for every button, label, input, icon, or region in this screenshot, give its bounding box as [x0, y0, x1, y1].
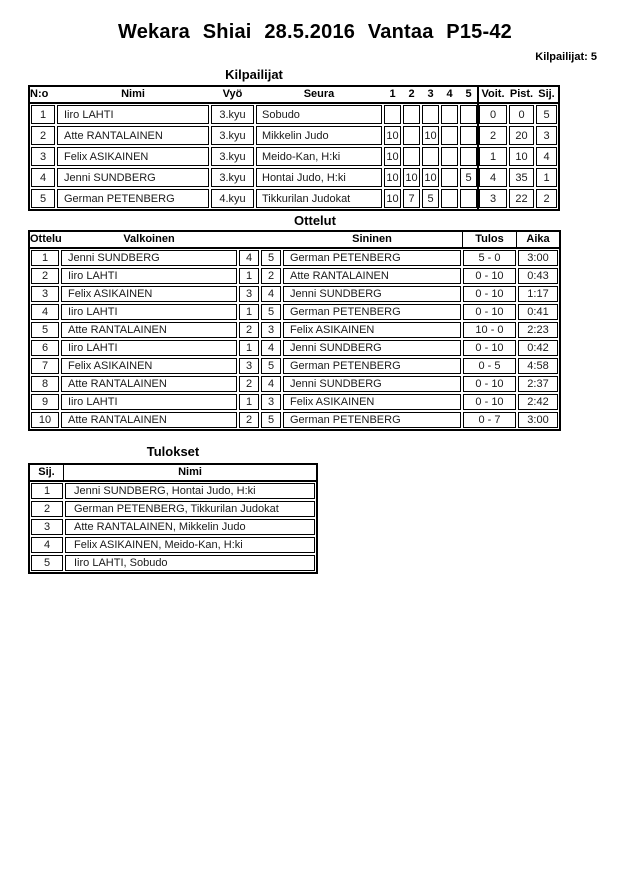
blue-player-cell: German PETENBERG [283, 250, 461, 266]
result-row [30, 482, 316, 500]
col-header-result: Tulos [462, 232, 517, 247]
col-header-rank: Sij. [30, 465, 64, 480]
result-cell: 0 - 10 [463, 304, 516, 320]
matches-section-heading: Ottelut [294, 213, 336, 228]
participants-count-label: Kilpailijat: 5 [535, 51, 597, 63]
rank-cell: 2 [31, 501, 63, 517]
blue-number-cell: 4 [261, 376, 281, 392]
competitor-name-cell: Atte RANTALAINEN [57, 126, 209, 145]
round-score-cell: 5 [460, 168, 477, 187]
result-name-cell: Felix ASIKAINEN, Meido-Kan, H:ki [65, 537, 315, 553]
competitor-number-cell: 3 [31, 147, 55, 166]
result-row [30, 518, 316, 536]
white-player-cell: Iiro LAHTI [61, 304, 237, 320]
match-row [30, 267, 559, 285]
rank-cell: 1 [31, 483, 63, 499]
round-score-cell [441, 126, 458, 145]
match-row [30, 393, 559, 411]
points-cell: 20 [509, 126, 534, 145]
round-score-cell: 10 [384, 189, 401, 208]
time-cell: 1:17 [518, 286, 558, 302]
belt-cell: 4.kyu [211, 189, 254, 208]
match-number-cell: 7 [31, 358, 59, 374]
blue-player-cell: Felix ASIKAINEN [283, 322, 461, 338]
result-cell: 0 - 5 [463, 358, 516, 374]
white-number-cell: 2 [239, 376, 259, 392]
blue-player-cell: German PETENBERG [283, 358, 461, 374]
round-score-cell: 10 [384, 168, 401, 187]
time-cell: 4:58 [518, 358, 558, 374]
col-header-result-name: Nimi [178, 466, 202, 478]
rank-cell: 3 [31, 519, 63, 535]
white-player-cell: Iiro LAHTI [61, 340, 237, 356]
blue-number-cell: 3 [261, 394, 281, 410]
white-player-cell: Jenni SUNDBERG [61, 250, 237, 266]
round-score-cell: 7 [403, 189, 420, 208]
white-player-cell: Atte RANTALAINEN [61, 322, 237, 338]
competitor-number-cell: 1 [31, 105, 55, 124]
result-row [30, 554, 316, 572]
white-player-cell: Iiro LAHTI [61, 394, 237, 410]
round-score-cell: 10 [422, 126, 439, 145]
blue-number-cell: 5 [261, 412, 281, 428]
match-row [30, 321, 559, 339]
competitor-name-cell: Iiro LAHTI [57, 105, 209, 124]
white-number-cell: 4 [239, 250, 259, 266]
result-cell: 0 - 10 [463, 340, 516, 356]
col-header-no: N:o [30, 88, 49, 100]
competitor-name-cell: Jenni SUNDBERG [57, 168, 209, 187]
round-score-cell [403, 147, 420, 166]
competitor-name-cell: Felix ASIKAINEN [57, 147, 209, 166]
col-header-wins: Voit. [481, 88, 505, 100]
round-score-cell [460, 189, 477, 208]
competitors-section-heading: Kilpailijat [225, 67, 283, 82]
time-cell: 2:23 [518, 322, 558, 338]
round-score-cell [460, 126, 477, 145]
white-number-cell: 2 [239, 412, 259, 428]
points-cell: 35 [509, 168, 534, 187]
round-score-cell: 10 [384, 147, 401, 166]
wins-cell: 4 [479, 168, 507, 187]
place-cell: 3 [536, 126, 557, 145]
round-score-cell [422, 105, 439, 124]
white-number-cell: 3 [239, 286, 259, 302]
col-header-round-1: 1 [389, 88, 396, 100]
rank-cell: 4 [31, 537, 63, 553]
matches-header-row [30, 232, 559, 249]
col-header-points: Pist. [509, 88, 534, 100]
place-cell: 1 [536, 168, 557, 187]
blue-player-cell: Jenni SUNDBERG [283, 286, 461, 302]
time-cell: 3:00 [518, 250, 558, 266]
blue-player-cell: Atte RANTALAINEN [283, 268, 461, 284]
white-player-cell: Iiro LAHTI [61, 268, 237, 284]
blue-number-cell: 5 [261, 304, 281, 320]
white-player-cell: Atte RANTALAINEN [61, 412, 237, 428]
white-number-cell: 1 [239, 340, 259, 356]
col-header-round-4: 4 [446, 88, 453, 100]
round-score-cell [441, 189, 458, 208]
club-cell: Sobudo [256, 105, 382, 124]
place-cell: 2 [536, 189, 557, 208]
round-score-cell [441, 168, 458, 187]
round-score-cell [441, 147, 458, 166]
time-cell: 0:42 [518, 340, 558, 356]
match-row [30, 249, 559, 267]
match-row [30, 375, 559, 393]
result-cell: 5 - 0 [463, 250, 516, 266]
col-header-place: Sij. [538, 88, 555, 100]
blue-player-cell: German PETENBERG [283, 304, 461, 320]
wins-cell: 3 [479, 189, 507, 208]
col-header-white: Valkoinen [123, 233, 175, 245]
round-score-cell [384, 105, 401, 124]
belt-cell: 3.kyu [211, 126, 254, 145]
round-score-cell [403, 126, 420, 145]
time-cell: 2:42 [518, 394, 558, 410]
page-title: Wekara Shiai 28.5.2016 Vantaa P15-42 [118, 21, 512, 43]
time-cell: 2:37 [518, 376, 558, 392]
results-section-heading: Tulokset [146, 444, 200, 459]
result-cell: 0 - 10 [463, 268, 516, 284]
white-number-cell: 1 [239, 268, 259, 284]
results-header-row [30, 465, 316, 482]
round-score-cell: 10 [422, 168, 439, 187]
matches-table [28, 230, 561, 431]
match-number-cell: 10 [31, 412, 59, 428]
white-player-cell: Felix ASIKAINEN [61, 286, 237, 302]
match-number-cell: 2 [31, 268, 59, 284]
round-score-cell [403, 105, 420, 124]
white-player-cell: Atte RANTALAINEN [61, 376, 237, 392]
competitor-name-cell: German PETENBERG [57, 189, 209, 208]
match-number-cell: 5 [31, 322, 59, 338]
blue-player-cell: Jenni SUNDBERG [283, 376, 461, 392]
col-header-round-3: 3 [427, 88, 434, 100]
wins-cell: 2 [479, 126, 507, 145]
result-cell: 0 - 10 [463, 286, 516, 302]
white-number-cell: 3 [239, 358, 259, 374]
belt-cell: 3.kyu [211, 168, 254, 187]
round-score-cell: 10 [384, 126, 401, 145]
time-cell: 0:43 [518, 268, 558, 284]
points-cell: 22 [509, 189, 534, 208]
time-cell: 0:41 [518, 304, 558, 320]
match-number-cell: 3 [31, 286, 59, 302]
col-header-round-2: 2 [408, 88, 415, 100]
competitors-table [28, 85, 560, 211]
match-row [30, 411, 559, 429]
wins-cell: 1 [479, 147, 507, 166]
belt-cell: 3.kyu [211, 105, 254, 124]
white-player-cell: Felix ASIKAINEN [61, 358, 237, 374]
round-score-cell [460, 105, 477, 124]
blue-player-cell: Felix ASIKAINEN [283, 394, 461, 410]
place-cell: 4 [536, 147, 557, 166]
result-row [30, 500, 316, 518]
match-number-cell: 4 [31, 304, 59, 320]
result-row [30, 536, 316, 554]
round-score-cell [422, 147, 439, 166]
match-row [30, 303, 559, 321]
result-cell: 0 - 10 [463, 394, 516, 410]
col-header-blue: Sininen [352, 233, 392, 245]
col-header-club: Seura [303, 88, 335, 100]
match-row [30, 339, 559, 357]
col-header-belt: Vyö [222, 88, 243, 100]
blue-number-cell: 4 [261, 286, 281, 302]
points-cell: 10 [509, 147, 534, 166]
round-score-cell [460, 147, 477, 166]
col-header-round-5: 5 [465, 88, 472, 100]
white-number-cell: 2 [239, 322, 259, 338]
match-number-cell: 8 [31, 376, 59, 392]
match-row [30, 285, 559, 303]
rank-cell: 5 [31, 555, 63, 571]
competitor-number-cell: 2 [31, 126, 55, 145]
time-cell: 3:00 [518, 412, 558, 428]
round-score-cell: 10 [403, 168, 420, 187]
result-name-cell: Iiro LAHTI, Sobudo [65, 555, 315, 571]
result-cell: 0 - 7 [463, 412, 516, 428]
wins-cell: 0 [479, 105, 507, 124]
white-number-cell: 1 [239, 304, 259, 320]
result-cell: 0 - 10 [463, 376, 516, 392]
match-number-cell: 9 [31, 394, 59, 410]
match-row [30, 357, 559, 375]
col-header-name: Nimi [121, 88, 145, 100]
round-score-cell [441, 105, 458, 124]
club-cell: Mikkelin Judo [256, 126, 382, 145]
result-name-cell: Atte RANTALAINEN, Mikkelin Judo [65, 519, 315, 535]
blue-player-cell: Jenni SUNDBERG [283, 340, 461, 356]
results-table [28, 463, 318, 574]
score-summary-divider [477, 87, 479, 209]
result-name-cell: Jenni SUNDBERG, Hontai Judo, H:ki [65, 483, 315, 499]
blue-number-cell: 5 [261, 250, 281, 266]
col-header-match-no: Ottelu [30, 233, 62, 245]
club-cell: Meido-Kan, H:ki [256, 147, 382, 166]
club-cell: Hontai Judo, H:ki [256, 168, 382, 187]
blue-player-cell: German PETENBERG [283, 412, 461, 428]
blue-number-cell: 2 [261, 268, 281, 284]
result-name-cell: German PETENBERG, Tikkurilan Judokat [65, 501, 315, 517]
blue-number-cell: 3 [261, 322, 281, 338]
result-cell: 10 - 0 [463, 322, 516, 338]
col-header-time: Aika [526, 233, 550, 245]
blue-number-cell: 5 [261, 358, 281, 374]
round-score-cell: 5 [422, 189, 439, 208]
competitor-number-cell: 5 [31, 189, 55, 208]
match-number-cell: 1 [31, 250, 59, 266]
points-cell: 0 [509, 105, 534, 124]
place-cell: 5 [536, 105, 557, 124]
blue-number-cell: 4 [261, 340, 281, 356]
club-cell: Tikkurilan Judokat [256, 189, 382, 208]
competitor-number-cell: 4 [31, 168, 55, 187]
match-number-cell: 6 [31, 340, 59, 356]
belt-cell: 3.kyu [211, 147, 254, 166]
white-number-cell: 1 [239, 394, 259, 410]
